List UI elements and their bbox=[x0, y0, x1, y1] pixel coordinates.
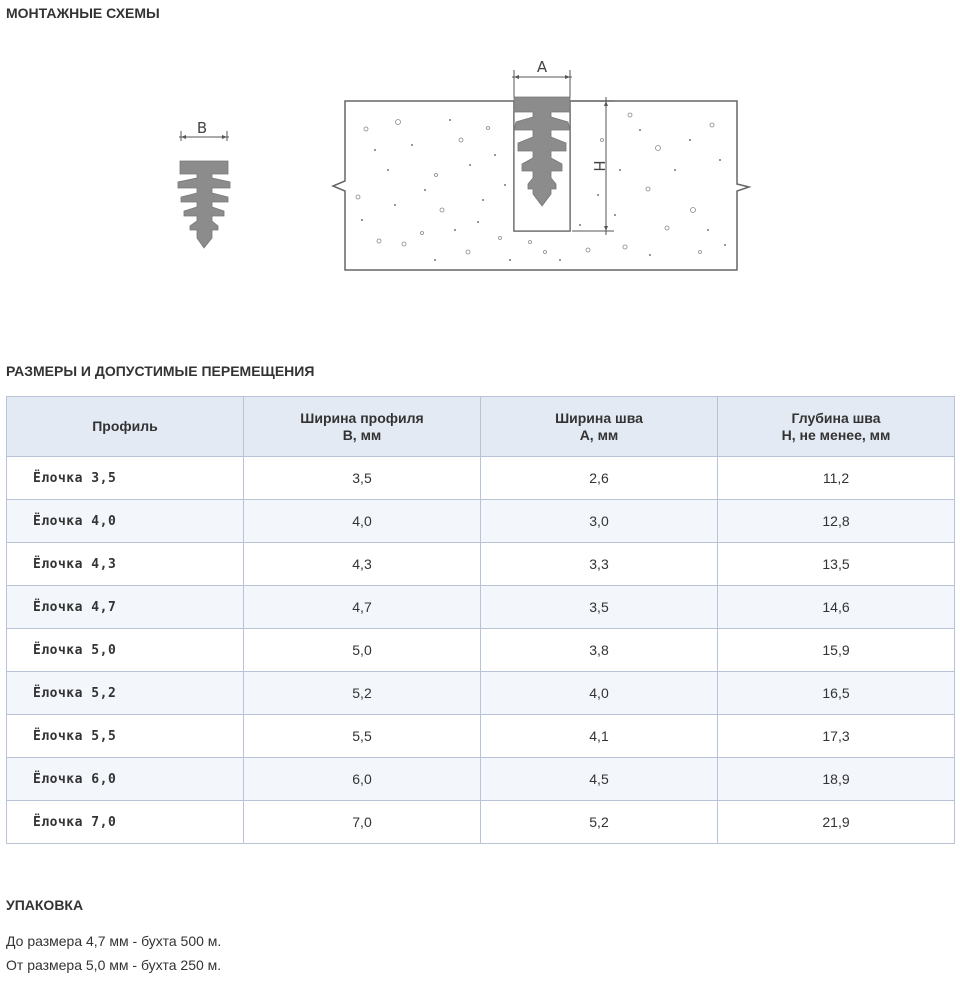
table-row bbox=[7, 500, 955, 543]
cell-b: 3,5 bbox=[244, 457, 481, 500]
header-profile: Профиль bbox=[7, 397, 244, 457]
header-joint-width: Ширина шва A, мм bbox=[481, 397, 718, 457]
cell-profile: Ёлочка 4,3 bbox=[7, 543, 244, 586]
cell-a: 3,8 bbox=[481, 629, 718, 672]
packaging-heading: УПАКОВКА bbox=[6, 897, 84, 913]
profile-standalone bbox=[178, 119, 230, 248]
cell-a: 4,0 bbox=[481, 672, 718, 715]
cell-a: 4,5 bbox=[481, 758, 718, 801]
cell-profile: Ёлочка 5,0 bbox=[7, 629, 244, 672]
cell-b: 5,2 bbox=[244, 672, 481, 715]
cell-profile: Ёлочка 5,2 bbox=[7, 672, 244, 715]
cell-a: 3,5 bbox=[481, 586, 718, 629]
cell-profile: Ёлочка 4,7 bbox=[7, 586, 244, 629]
cell-a: 5,2 bbox=[481, 801, 718, 844]
cell-h: 21,9 bbox=[718, 801, 955, 844]
cell-h: 14,6 bbox=[718, 586, 955, 629]
cell-b: 5,0 bbox=[244, 629, 481, 672]
table-row bbox=[7, 758, 955, 801]
cell-b: 4,0 bbox=[244, 500, 481, 543]
dimension-a bbox=[512, 58, 572, 98]
cell-b: 5,5 bbox=[244, 715, 481, 758]
cell-a: 3,3 bbox=[481, 543, 718, 586]
dimension-label-a: A bbox=[536, 58, 548, 76]
table-row bbox=[7, 801, 955, 844]
cell-h: 16,5 bbox=[718, 672, 955, 715]
schemes-heading: МОНТАЖНЫЕ СХЕМЫ bbox=[6, 5, 160, 21]
cell-a: 2,6 bbox=[481, 457, 718, 500]
dimension-label-h: H bbox=[590, 160, 608, 172]
cell-h: 12,8 bbox=[718, 500, 955, 543]
header-joint-depth: Глубина шва H, не менее, мм bbox=[718, 397, 955, 457]
cell-a: 3,0 bbox=[481, 500, 718, 543]
cell-b: 6,0 bbox=[244, 758, 481, 801]
packaging-line: До размера 4,7 мм - бухта 500 м. bbox=[6, 933, 222, 949]
table-row bbox=[7, 629, 955, 672]
cell-a: 4,1 bbox=[481, 715, 718, 758]
cell-profile: Ёлочка 6,0 bbox=[7, 758, 244, 801]
table-row bbox=[7, 543, 955, 586]
cell-b: 4,3 bbox=[244, 543, 481, 586]
cell-profile: Ёлочка 4,0 bbox=[7, 500, 244, 543]
packaging-line: От размера 5,0 мм - бухта 250 м. bbox=[6, 957, 222, 973]
table-row bbox=[7, 672, 955, 715]
cell-h: 15,9 bbox=[718, 629, 955, 672]
header-profile-width: Ширина профиля B, мм bbox=[244, 397, 481, 457]
table-row bbox=[7, 457, 955, 500]
cell-b: 7,0 bbox=[244, 801, 481, 844]
cell-h: 11,2 bbox=[718, 457, 955, 500]
cell-b: 4,7 bbox=[244, 586, 481, 629]
cell-h: 13,5 bbox=[718, 543, 955, 586]
sizes-heading: РАЗМЕРЫ И ДОПУСТИМЫЕ ПЕРЕМЕЩЕНИЯ bbox=[6, 363, 315, 379]
dimension-label-b: B bbox=[196, 119, 208, 137]
table-row bbox=[7, 586, 955, 629]
cell-h: 17,3 bbox=[718, 715, 955, 758]
cell-profile: Ёлочка 7,0 bbox=[7, 801, 244, 844]
cell-h: 18,9 bbox=[718, 758, 955, 801]
table-header-row bbox=[7, 397, 955, 457]
mounting-diagram bbox=[0, 40, 961, 300]
table-row bbox=[7, 715, 955, 758]
sizes-table bbox=[6, 396, 955, 844]
cell-profile: Ёлочка 3,5 bbox=[7, 457, 244, 500]
cell-profile: Ёлочка 5,5 bbox=[7, 715, 244, 758]
